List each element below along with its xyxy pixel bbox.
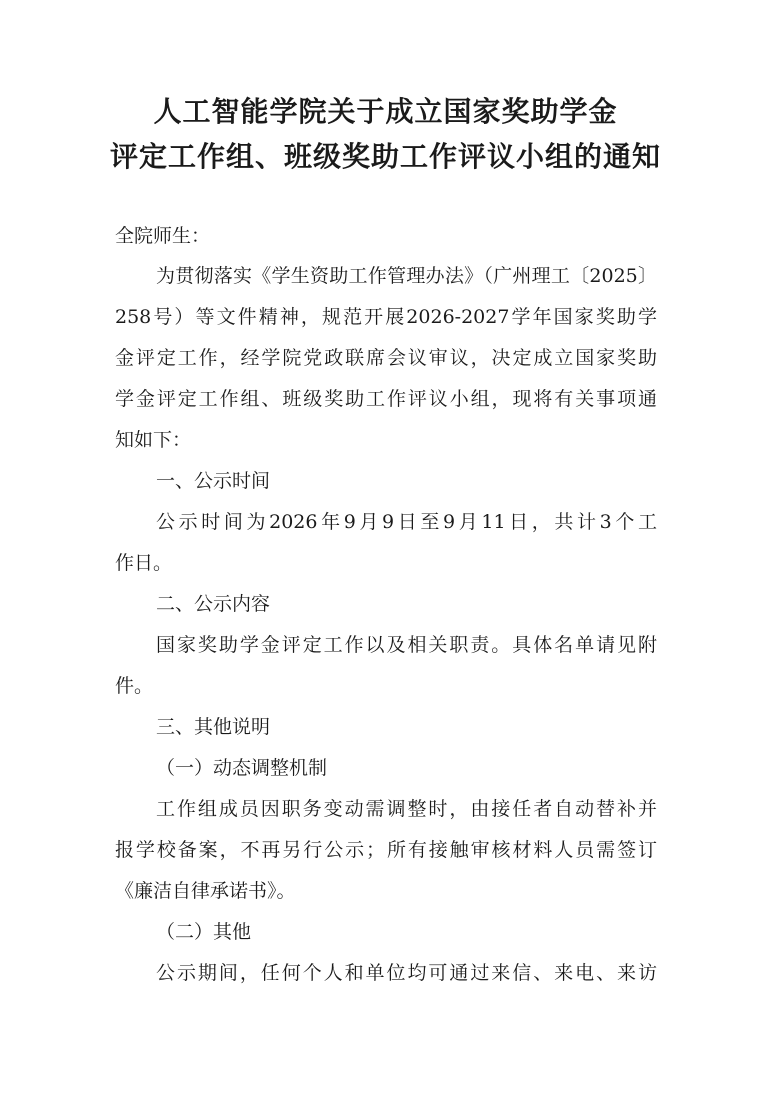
section-2-line-2: 件。 — [115, 675, 154, 697]
section-1-line-1: 公示时间为2026年9月9日至9月11日，共计3个工 — [156, 511, 657, 533]
section-3-heading: 三、其他说明 — [156, 716, 271, 738]
salutation: 全院师生： — [115, 225, 211, 247]
section-2-line-1: 国家奖助学金评定工作以及相关职责。具体名单请见附 — [156, 634, 657, 656]
section-1-heading: 一、公示时间 — [156, 470, 271, 492]
intro-line-3: 金评定工作，经学院党政联席会议审议，决定成立国家奖助 — [115, 347, 657, 369]
intro-line-4: 学金评定工作组、班级奖助工作评议小组，现将有关事项通 — [115, 388, 657, 410]
intro-line-2: 258号）等文件精神，规范开展2026-2027学年国家奖助学 — [115, 306, 657, 328]
section-2-heading: 二、公示内容 — [156, 593, 271, 615]
section-3-sub-1-line-1: 工作组成员因职务变动需调整时，由接任者自动替补并 — [156, 798, 657, 820]
intro-line-1: 为贯彻落实《学生资助工作管理办法》（广州理工〔2025〕 — [156, 265, 657, 287]
section-3-sub-1-line-2: 报学校备案，不再另行公示；所有接触审核材料人员需签订 — [115, 839, 657, 861]
section-1-line-2: 作日。 — [115, 552, 173, 574]
document-title-line-1: 人工智能学院关于成立国家奖助学金 — [153, 95, 618, 128]
section-3-sub-1-line-3: 《廉洁自律承诺书》。 — [115, 880, 296, 902]
document-title-line-2: 评定工作组、班级奖助工作评议小组的通知 — [109, 140, 661, 173]
section-3-sub-1-heading: （一）动态调整机制 — [156, 757, 328, 779]
section-3-sub-2-line-1: 公示期间，任何个人和单位均可通过来信、来电、来访 — [156, 962, 657, 984]
intro-line-5: 知如下： — [115, 429, 192, 451]
section-3-sub-2-heading: （二）其他 — [156, 921, 252, 943]
